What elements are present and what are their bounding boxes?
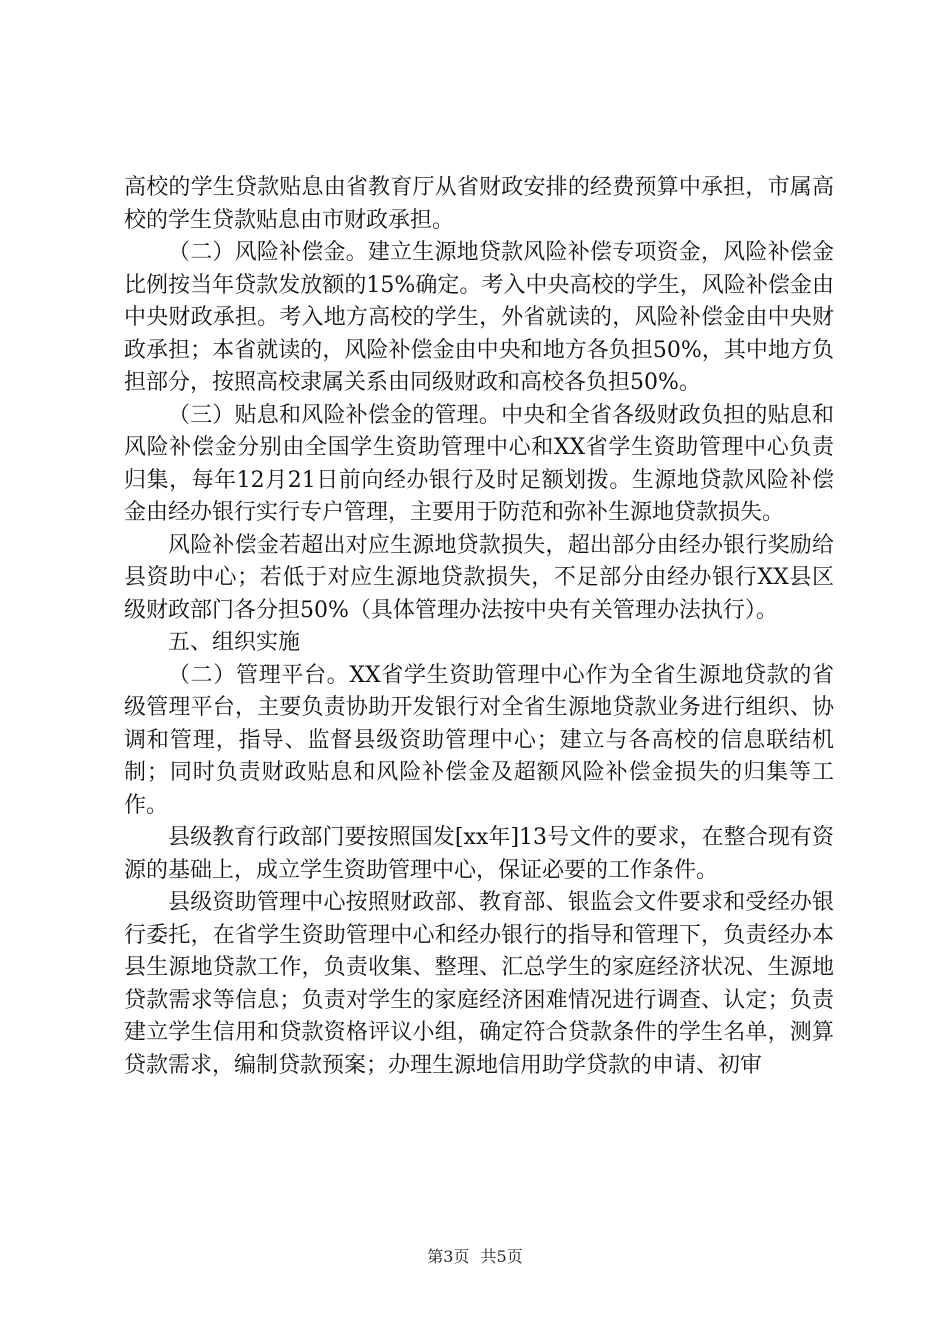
paragraph-5: （二）管理平台。XX省学生资助管理中心作为全省生源地贷款的省级管理平台，主要负责协助开发银行对全省生源地贷款业务进行组织、协调和管理，指导、监督县级资助管理中心；建立与各高校的信息联结机制；同时负责财政贴息和风险补偿金及超额风险补偿金损失的归集等工作。 <box>124 662 834 818</box>
page-footer <box>0 1247 950 1267</box>
section-heading: 五、组织实施 <box>168 630 301 655</box>
paragraph-1: 高校的学生贷款贴息由省教育厅从省财政安排的经费预算中承担，市属高校的学生贷款贴息由市财政承担。 <box>124 175 834 233</box>
paragraph-4: 风险补偿金若超出对应生源地贷款损失，超出部分由经办银行奖励给县资助中心；若低于对应生源地贷款损失，不足部分由经办银行XX县区级财政部门各分担50%（具体管理办法按中央有关管理办法执行）。 <box>124 532 834 623</box>
page-number: 第3页 <box>427 1247 470 1266</box>
paragraph-7: 县级资助管理中心按照财政部、教育部、银监会文件要求和受经办银行委托，在省学生资助管理中心和经办银行的指导和管理下，负责经办本县生源地贷款工作，负责收集、整理、汇总学生的家庭经济状况、生源地贷款需求等信息；负责对学生的家庭经济困难情况进行调查、认定；负责建立学生信用和贷款资格评议小组，确定符合贷款条件的学生名单，测算贷款需求，编制贷款预案；办理生源地信用助学贷款的申请、初审 <box>124 890 834 1078</box>
page-total: 共5页 <box>480 1247 523 1266</box>
paragraph-2: （二）风险补偿金。建立生源地贷款风险补偿专项资金，风险补偿金比例按当年贷款发放额的15%确定。考入中央高校的学生，风险补偿金由中央财政承担。考入地方高校的学生，外省就读的，风险补偿金由中央财政承担；本省就读的，风险补偿金由中央和地方各负担50%，其中地方负担部分，按照高校隶属关系由同级财政和高校各负担50%。 <box>124 240 834 395</box>
document-body <box>124 172 834 1082</box>
paragraph-3: （三）贴息和风险补偿金的管理。中央和全省各级财政负担的贴息和风险补偿金分别由全国学生资助管理中心和XX省学生资助管理中心负责归集，每年12月21日前向经办银行及时足额划拨。生源地贷款风险补偿金由经办银行实行专户管理，主要用于防范和弥补生源地贷款损失。 <box>124 402 834 525</box>
paragraph-6: 县级教育行政部门要按照国发[xx年]13号文件的要求，在整合现有资源的基础上，成立学生资助管理中心，保证必要的工作条件。 <box>124 825 834 883</box>
